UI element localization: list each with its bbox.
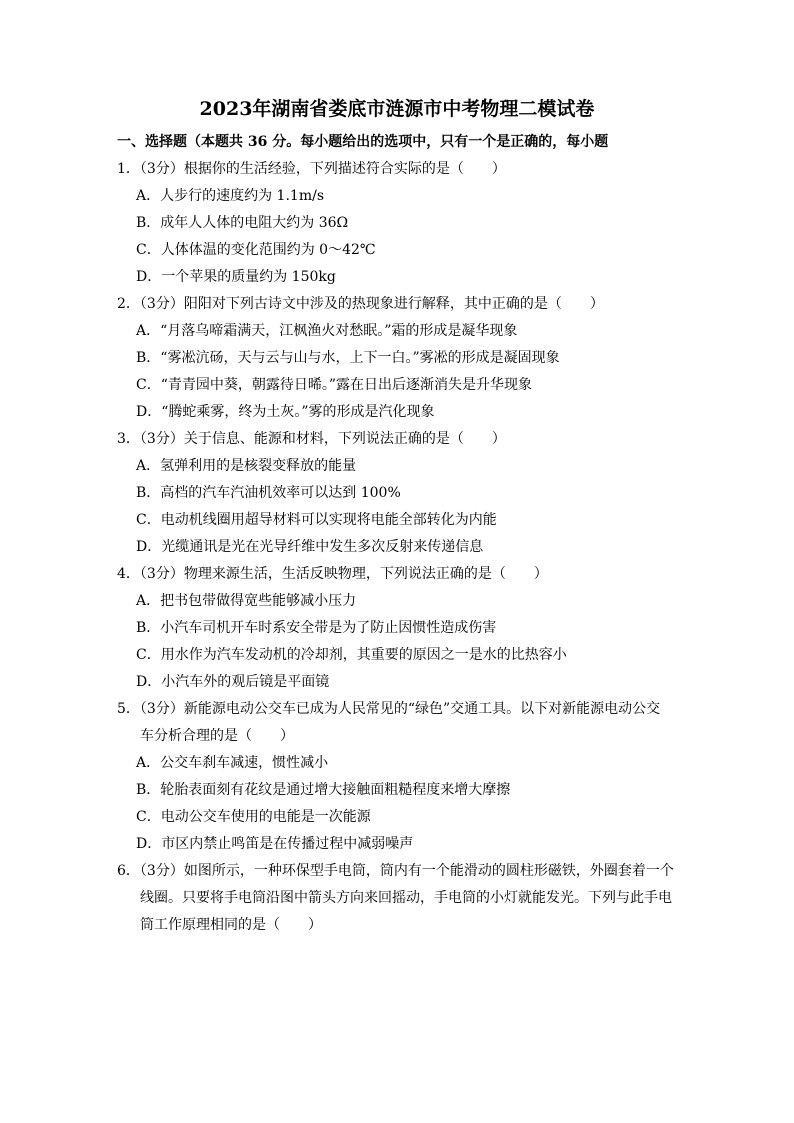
option-d: D．市区内禁止鸣笛是在传播过程中减弱噪声 — [136, 836, 414, 852]
question-stem-line — [117, 156, 794, 183]
option-c: C．人体体温的变化范围约为 0～42℃ — [136, 242, 376, 258]
question-5 — [117, 696, 794, 858]
option-a: A．氢弹利用的是核裂变释放的能量 — [136, 458, 357, 474]
question-number: 1． — [117, 161, 140, 177]
option-c: C．电动机线圈用超导材料可以实现将电能全部转化为内能 — [136, 512, 497, 528]
question-text: （3分）关于信息、能源和材料，下列说法正确的是（ ） — [139, 431, 506, 447]
question-1 — [117, 156, 794, 291]
question-number: 5． — [117, 701, 140, 717]
option-b: B．轮胎表面刻有花纹是通过增大接触面粗糙程度来增大摩擦 — [136, 782, 511, 798]
question-stem-continuation: 筒工作原理相同的是（ ） — [140, 917, 322, 933]
question-3 — [117, 426, 794, 561]
option-c: C．电动公交车使用的电能是一次能源 — [136, 809, 371, 825]
question-stem-line — [117, 561, 794, 588]
question-text: （3分）物理来源生活，生活反映物理，下列说法正确的是（ ） — [139, 566, 548, 582]
option-b: B．成年人人体的电阻大约为 36Ω — [136, 215, 349, 231]
exam-title: 2023年湖南省娄底市涟源市中考物理二模试卷 — [199, 98, 595, 120]
question-number: 4． — [117, 566, 140, 582]
question-stem-continuation: 线圈。只要将手电筒沿图中箭头方向来回摇动，手电筒的小灯就能发光。下列与此手电 — [140, 890, 672, 906]
question-number: 3． — [117, 431, 140, 447]
option-d: D．光缆通讯是光在光导纤维中发生多次反射来传递信息 — [136, 539, 484, 555]
section-heading: 一、选择题（本题共 36 分。每小题给出的选项中，只有一个是正确的，每小题 — [117, 134, 609, 150]
question-number: 2． — [117, 296, 140, 312]
option-a: A．“月落乌啼霜满天，江枫渔火对愁眠。”霜的形成是凝华现象 — [136, 323, 518, 339]
option-b: B．小汽车司机开车时系安全带是为了防止因惯性造成伤害 — [136, 620, 497, 636]
question-stem-line — [117, 291, 794, 318]
option-d: D．小汽车外的观后镜是平面镜 — [136, 674, 330, 690]
option-c: C．用水作为汽车发动机的冷却剂，其重要的原因之一是水的比热容小 — [136, 647, 567, 663]
option-a: A．公交车刹车减速，惯性减小 — [136, 755, 329, 771]
option-a: A．人步行的速度约为 1.1m/s — [136, 188, 325, 204]
question-stem-line — [117, 858, 794, 885]
option-b: B．“雾凇沆砀，天与云与山与水，上下一白。”雾凇的形成是凝固现象 — [136, 350, 560, 366]
option-a: A．把书包带做得宽些能够减小压力 — [136, 593, 357, 609]
question-number: 6． — [117, 863, 140, 879]
question-text: （3分）如图所示，一种环保型手电筒，筒内有一个能滑动的圆柱形磁铁，外圈套着一个 — [139, 863, 674, 879]
question-4 — [117, 561, 794, 696]
option-d: D．“腾蛇乘雾，终为土灰。”雾的形成是汽化现象 — [136, 404, 435, 420]
question-6 — [117, 858, 794, 939]
question-text: （3分）阳阳对下列古诗文中涉及的热现象进行解释，其中正确的是（ ） — [139, 296, 604, 312]
option-d: D．一个苹果的质量约为 150kg — [136, 269, 336, 285]
question-stem-continuation: 车分析合理的是（ ） — [140, 728, 294, 744]
question-stem-line — [117, 426, 794, 453]
question-text: （3分）根据你的生活经验，下列描述符合实际的是（ ） — [139, 161, 506, 177]
option-b: B．高档的汽车汽油机效率可以达到 100% — [136, 485, 401, 501]
question-2 — [117, 291, 794, 426]
question-stem-line — [117, 696, 794, 723]
question-text: （3分）新能源电动公交车已成为人民常见的“绿色”交通工具。以下对新能源电动公交 — [139, 701, 661, 717]
option-c: C．“青青园中葵，朝露待日晞。”露在日出后逐渐消失是升华现象 — [136, 377, 533, 393]
